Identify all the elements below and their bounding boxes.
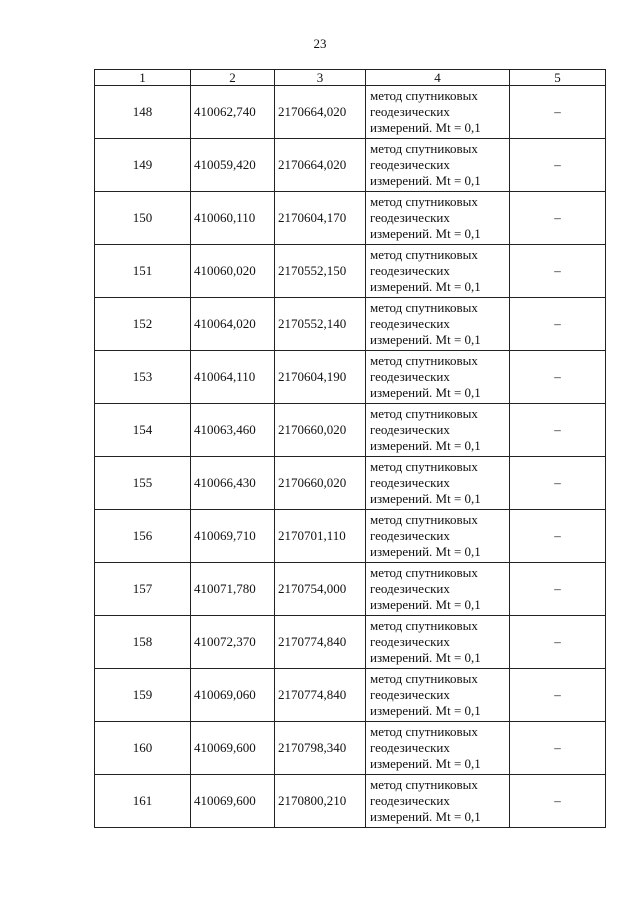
point-number-cell: 161	[95, 775, 191, 828]
method-text-line: измерений. Mt = 0,1	[370, 332, 481, 347]
method-text-line: метод спутниковых	[370, 671, 478, 686]
y-coordinate-cell: 2170604,170	[275, 192, 366, 245]
method-text-line: измерений. Mt = 0,1	[370, 173, 481, 188]
method-text-line: измерений. Mt = 0,1	[370, 226, 481, 241]
coordinates-table	[94, 69, 606, 828]
method-text-line: измерений. Mt = 0,1	[370, 597, 481, 612]
method-text-line: метод спутниковых	[370, 141, 478, 156]
method-cell	[366, 722, 510, 775]
method-text-line: измерений. Mt = 0,1	[370, 756, 481, 771]
point-number-cell: 152	[95, 298, 191, 351]
method-text-line: метод спутниковых	[370, 88, 478, 103]
column-5-cell: –	[510, 722, 606, 775]
x-coordinate-cell: 410060,110	[191, 192, 275, 245]
method-text-line: измерений. Mt = 0,1	[370, 491, 481, 506]
column-5-cell: –	[510, 404, 606, 457]
header-cell: 3	[275, 70, 366, 86]
column-5-cell: –	[510, 298, 606, 351]
method-text-line: метод спутниковых	[370, 406, 478, 421]
point-number-cell: 148	[95, 86, 191, 139]
method-text-line: геодезических	[370, 210, 450, 225]
method-text-line: измерений. Mt = 0,1	[370, 279, 481, 294]
method-text-line: геодезических	[370, 740, 450, 755]
x-coordinate-cell: 410062,740	[191, 86, 275, 139]
column-5-cell: –	[510, 351, 606, 404]
y-coordinate-cell: 2170664,020	[275, 139, 366, 192]
table-row	[95, 192, 606, 245]
x-coordinate-cell: 410069,710	[191, 510, 275, 563]
method-text-line: измерений. Mt = 0,1	[370, 385, 481, 400]
method-cell	[366, 563, 510, 616]
method-text-line: измерений. Mt = 0,1	[370, 544, 481, 559]
y-coordinate-cell: 2170660,020	[275, 404, 366, 457]
x-coordinate-cell: 410059,420	[191, 139, 275, 192]
method-text-line: измерений. Mt = 0,1	[370, 809, 481, 824]
table-row	[95, 139, 606, 192]
method-text-line: геодезических	[370, 793, 450, 808]
y-coordinate-cell: 2170552,140	[275, 298, 366, 351]
point-number-cell: 150	[95, 192, 191, 245]
method-cell	[366, 245, 510, 298]
y-coordinate-cell: 2170660,020	[275, 457, 366, 510]
column-5-cell: –	[510, 775, 606, 828]
method-text-line: метод спутниковых	[370, 724, 478, 739]
method-cell	[366, 616, 510, 669]
method-text-line: геодезических	[370, 263, 450, 278]
table-row	[95, 722, 606, 775]
method-cell	[366, 775, 510, 828]
method-text-line: геодезических	[370, 687, 450, 702]
y-coordinate-cell: 2170552,150	[275, 245, 366, 298]
method-text-line: метод спутниковых	[370, 512, 478, 527]
method-cell	[366, 457, 510, 510]
point-number-cell: 157	[95, 563, 191, 616]
point-number-cell: 155	[95, 457, 191, 510]
method-text-line: метод спутниковых	[370, 777, 478, 792]
point-number-cell: 159	[95, 669, 191, 722]
method-text-line: метод спутниковых	[370, 300, 478, 315]
point-number-cell: 154	[95, 404, 191, 457]
page-number: 23	[313, 36, 327, 51]
column-5-cell: –	[510, 563, 606, 616]
method-text-line: метод спутниковых	[370, 618, 478, 633]
point-number-cell: 158	[95, 616, 191, 669]
method-cell	[366, 669, 510, 722]
x-coordinate-cell: 410069,600	[191, 722, 275, 775]
column-5-cell: –	[510, 457, 606, 510]
method-text-line: геодезических	[370, 104, 450, 119]
method-text-line: геодезических	[370, 528, 450, 543]
x-coordinate-cell: 410064,020	[191, 298, 275, 351]
column-5-cell: –	[510, 139, 606, 192]
table-row	[95, 669, 606, 722]
method-text-line: метод спутниковых	[370, 565, 478, 580]
y-coordinate-cell: 2170664,020	[275, 86, 366, 139]
table-row	[95, 457, 606, 510]
method-text-line: геодезических	[370, 422, 450, 437]
method-cell	[366, 86, 510, 139]
method-text-line: геодезических	[370, 369, 450, 384]
table-header-row	[95, 70, 606, 86]
method-text-line: измерений. Mt = 0,1	[370, 703, 481, 718]
column-5-cell: –	[510, 245, 606, 298]
method-cell	[366, 139, 510, 192]
method-text-line: геодезических	[370, 475, 450, 490]
y-coordinate-cell: 2170754,000	[275, 563, 366, 616]
x-coordinate-cell: 410072,370	[191, 616, 275, 669]
table-row	[95, 298, 606, 351]
table-row	[95, 616, 606, 669]
point-number-cell: 149	[95, 139, 191, 192]
x-coordinate-cell: 410066,430	[191, 457, 275, 510]
column-5-cell: –	[510, 510, 606, 563]
y-coordinate-cell: 2170774,840	[275, 669, 366, 722]
x-coordinate-cell: 410069,060	[191, 669, 275, 722]
table-row	[95, 351, 606, 404]
method-text-line: геодезических	[370, 581, 450, 596]
column-5-cell: –	[510, 616, 606, 669]
method-text-line: геодезических	[370, 634, 450, 649]
method-text-line: измерений. Mt = 0,1	[370, 120, 481, 135]
x-coordinate-cell: 410071,780	[191, 563, 275, 616]
column-5-cell: –	[510, 669, 606, 722]
method-text-line: геодезических	[370, 157, 450, 172]
method-text-line: геодезических	[370, 316, 450, 331]
y-coordinate-cell: 2170701,110	[275, 510, 366, 563]
table-row	[95, 563, 606, 616]
point-number-cell: 153	[95, 351, 191, 404]
y-coordinate-cell: 2170604,190	[275, 351, 366, 404]
point-number-cell: 156	[95, 510, 191, 563]
table-row	[95, 245, 606, 298]
x-coordinate-cell: 410063,460	[191, 404, 275, 457]
header-cell: 2	[191, 70, 275, 86]
header-cell: 4	[366, 70, 510, 86]
method-cell	[366, 510, 510, 563]
y-coordinate-cell: 2170798,340	[275, 722, 366, 775]
table-row	[95, 775, 606, 828]
method-text-line: измерений. Mt = 0,1	[370, 438, 481, 453]
method-cell	[366, 404, 510, 457]
x-coordinate-cell: 410069,600	[191, 775, 275, 828]
method-cell	[366, 298, 510, 351]
column-5-cell: –	[510, 192, 606, 245]
method-text-line: метод спутниковых	[370, 459, 478, 474]
table-row	[95, 86, 606, 139]
column-5-cell: –	[510, 86, 606, 139]
table-row	[95, 404, 606, 457]
table-row	[95, 510, 606, 563]
method-text-line: измерений. Mt = 0,1	[370, 650, 481, 665]
header-cell: 1	[95, 70, 191, 86]
y-coordinate-cell: 2170800,210	[275, 775, 366, 828]
y-coordinate-cell: 2170774,840	[275, 616, 366, 669]
point-number-cell: 151	[95, 245, 191, 298]
method-cell	[366, 351, 510, 404]
x-coordinate-cell: 410060,020	[191, 245, 275, 298]
x-coordinate-cell: 410064,110	[191, 351, 275, 404]
method-text-line: метод спутниковых	[370, 247, 478, 262]
header-cell: 5	[510, 70, 606, 86]
method-text-line: метод спутниковых	[370, 353, 478, 368]
method-text-line: метод спутниковых	[370, 194, 478, 209]
method-cell	[366, 192, 510, 245]
point-number-cell: 160	[95, 722, 191, 775]
